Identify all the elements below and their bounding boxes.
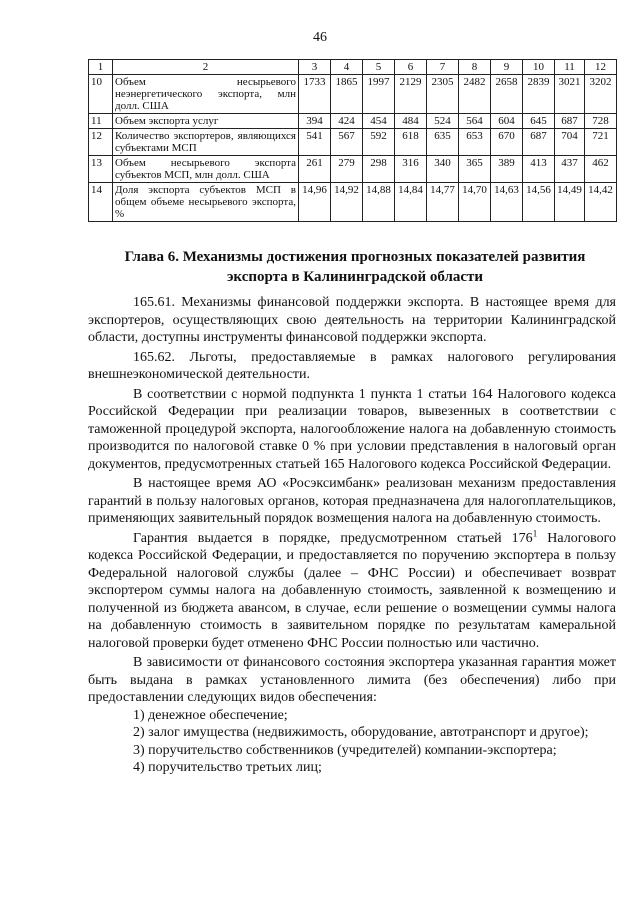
table-row (89, 183, 617, 222)
value-cell: 704 (555, 129, 585, 156)
page-number: 46 (313, 30, 327, 45)
header-cell: 3 (299, 60, 331, 75)
value-cell: 2482 (459, 75, 491, 114)
footnote-superscript: 1 (532, 527, 538, 538)
value-cell: 541 (299, 129, 331, 156)
value-cell: 721 (585, 129, 617, 156)
value-cell: 14,49 (555, 183, 585, 222)
header-cell: 7 (427, 60, 459, 75)
value-cell: 454 (363, 114, 395, 129)
row-label: Доля экспорта субъектов МСП в общем объеме несырьевого экспорта, % (113, 183, 299, 222)
value-cell: 14,84 (395, 183, 427, 222)
list-item: 2) залог имущества (недвижимость, оборудование, автотранспорт и другое); (133, 725, 589, 740)
row-label: Объем несырьевого неэнергетического экспорта, млн долл. США (113, 75, 299, 114)
table-row (89, 75, 617, 114)
body-text (88, 294, 616, 777)
value-cell: 1733 (299, 75, 331, 114)
value-cell: 340 (427, 156, 459, 183)
row-label: Количество экспортеров, являющихся субъектами МСП (113, 129, 299, 156)
row-index: 10 (89, 75, 113, 114)
value-cell: 14,63 (491, 183, 523, 222)
table-header-row (89, 60, 617, 75)
row-label: Объем несырьевого экспорта субъектов МСП, млн долл. США (113, 156, 299, 183)
paragraph-text: Гарантия выдается в порядке, предусмотренном статьей 176 (133, 530, 533, 546)
header-cell: 2 (113, 60, 299, 75)
value-cell: 14,88 (363, 183, 395, 222)
header-cell: 10 (523, 60, 555, 75)
value-cell: 653 (459, 129, 491, 156)
value-cell: 437 (555, 156, 585, 183)
list-item: 4) поручительство третьих лиц; (133, 760, 322, 775)
value-cell: 484 (395, 114, 427, 129)
value-cell: 645 (523, 114, 555, 129)
value-cell: 14,92 (331, 183, 363, 222)
value-cell: 618 (395, 129, 427, 156)
value-cell: 1865 (331, 75, 363, 114)
header-cell: 4 (331, 60, 363, 75)
value-cell: 635 (427, 129, 459, 156)
indicators-table (88, 59, 617, 222)
paragraph: В зависимости от финансового состояния экспортера указанная гарантия может быть выдана в рамках установленного лимита (без обеспечения) либо при предоставлении следующих видов обеспечения: (88, 655, 616, 705)
value-cell: 14,70 (459, 183, 491, 222)
chapter-title: Глава 6. Механизмы достижения прогнозных показателей развития экспорта в Калининградской области (124, 249, 586, 285)
value-cell: 2658 (491, 75, 523, 114)
value-cell: 728 (585, 114, 617, 129)
table-row (89, 129, 617, 156)
value-cell: 365 (459, 156, 491, 183)
list-item: 1) денежное обеспечение; (133, 707, 288, 723)
value-cell: 687 (523, 129, 555, 156)
value-cell: 2839 (523, 75, 555, 114)
value-cell: 316 (395, 156, 427, 183)
value-cell: 564 (459, 114, 491, 129)
row-index: 11 (89, 114, 113, 129)
paragraph: В настоящее время АО «Росэксимбанк» реализован механизм предоставления гарантий в пользу налоговых органов, которая предназначена для налогоплательщиков, применяющих заявительный порядок возмещения налога на добавленную стоимость. (88, 476, 616, 526)
row-index: 13 (89, 156, 113, 183)
header-cell: 9 (491, 60, 523, 75)
value-cell: 462 (585, 156, 617, 183)
paragraph (88, 527, 616, 653)
value-cell: 604 (491, 114, 523, 129)
header-cell: 5 (363, 60, 395, 75)
header-cell: 12 (585, 60, 617, 75)
value-cell: 687 (555, 114, 585, 129)
value-cell: 413 (523, 156, 555, 183)
value-cell: 14,42 (585, 183, 617, 222)
table-row (89, 114, 617, 129)
paragraph: В соответствии с нормой подпункта 1 пункта 1 статьи 164 Налогового кодекса Российской Федерации при реализации товаров, вывезенных в соответствии с таможенной процедурой экспорта, налогообложение налога на добавленную стоимость производится по налоговой ставке 0 % при условии представления в налоговый орган документов, предусмотренных статьей 165 Налогового кодекса Российской Федерации. (88, 386, 616, 472)
row-index: 14 (89, 183, 113, 222)
value-cell: 261 (299, 156, 331, 183)
value-cell: 670 (491, 129, 523, 156)
row-index: 12 (89, 129, 113, 156)
value-cell: 394 (299, 114, 331, 129)
value-cell: 567 (331, 129, 363, 156)
table-row (89, 156, 617, 183)
header-cell: 1 (89, 60, 113, 75)
value-cell: 424 (331, 114, 363, 129)
value-cell: 2305 (427, 75, 459, 114)
value-cell: 3202 (585, 75, 617, 114)
paragraph: 165.62. Льготы, предоставляемые в рамках налогового регулирования внешнеэкономической деятельности. (88, 349, 616, 382)
value-cell: 524 (427, 114, 459, 129)
value-cell: 14,77 (427, 183, 459, 222)
list-item: 3) поручительство собственников (учредителей) компании-экспортера; (133, 742, 557, 758)
value-cell: 14,56 (523, 183, 555, 222)
value-cell: 592 (363, 129, 395, 156)
header-cell: 8 (459, 60, 491, 75)
paragraph-text: Налогового кодекса Российской Федерации, и предоставляется по поручению экспортера в пользу Федеральной налоговой службы (далее – ФНС России) и обеспечивает возврат экспортером суммы налога на добавленную стоимость, заявленной к возмещению и полученной из бюджета авансом, в случае, если решение о возмещении суммы налога на добавленную стоимость в заявительном порядке по результатам камеральной налоговой проверки будет отменено ФНС России полностью или частично. (88, 530, 616, 651)
value-cell: 389 (491, 156, 523, 183)
value-cell: 298 (363, 156, 395, 183)
header-cell: 6 (395, 60, 427, 75)
value-cell: 1997 (363, 75, 395, 114)
value-cell: 3021 (555, 75, 585, 114)
paragraph: 165.61. Механизмы финансовой поддержки экспорта. В настоящее время для экспортеров, осуществляющих свою деятельность на территории Калининградской области, доступны инструменты финансовой поддержки экспорта. (88, 295, 616, 345)
header-cell: 11 (555, 60, 585, 75)
value-cell: 279 (331, 156, 363, 183)
row-label: Объем экспорта услуг (113, 114, 299, 129)
value-cell: 14,96 (299, 183, 331, 222)
value-cell: 2129 (395, 75, 427, 114)
